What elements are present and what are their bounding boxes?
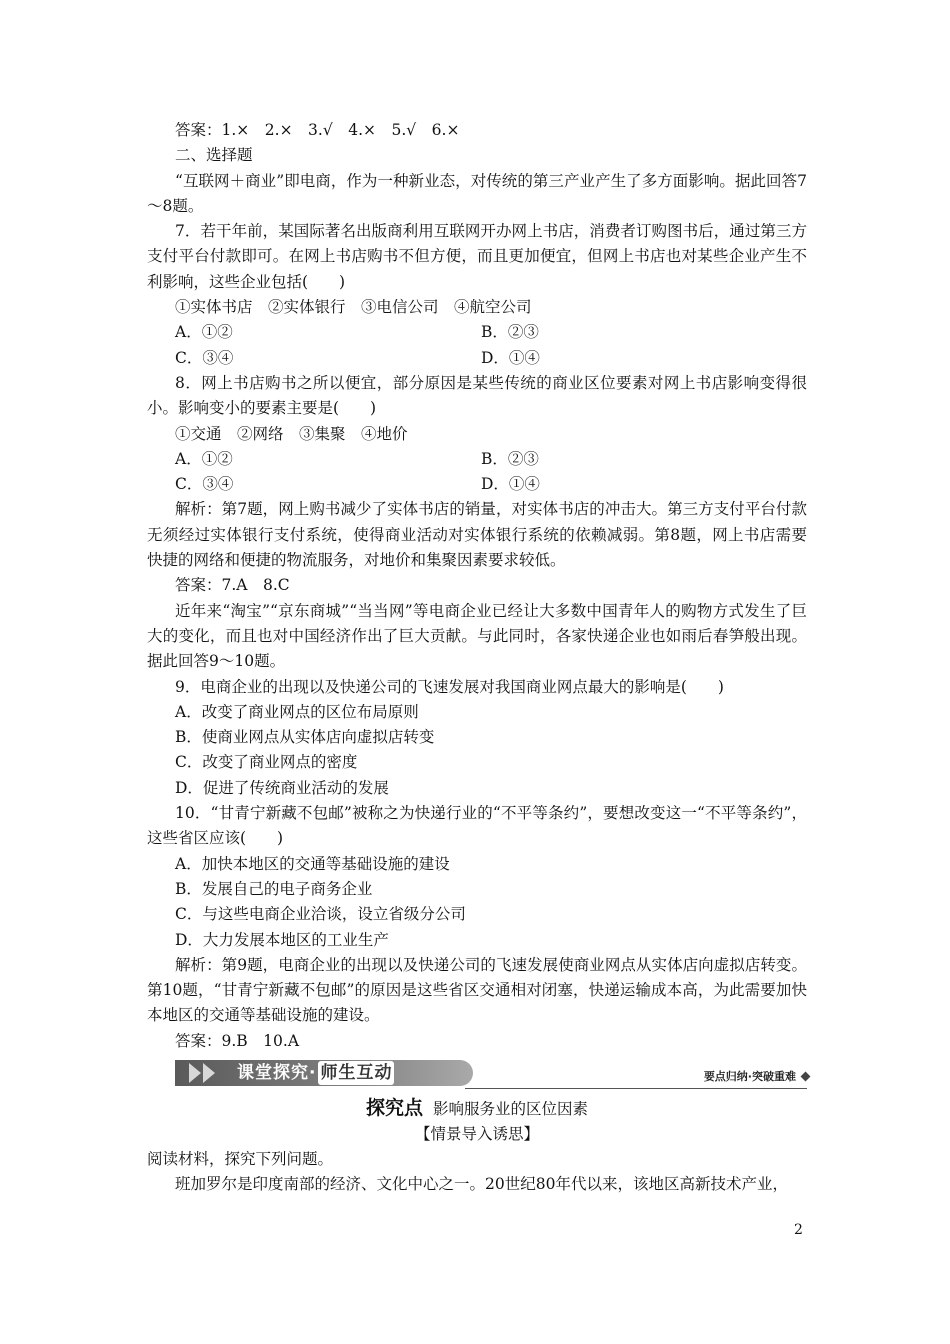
section-subheading: 【情景导入诱思】 bbox=[414, 1124, 539, 1143]
material-paragraph: “互联网＋商业”即电商，作为一种新业态，对传统的第三产业产生了多方面影响。据此回答7～8题。 bbox=[147, 171, 807, 215]
question-10-option-a: A．加快本地区的交通等基础设施的建设 bbox=[175, 854, 450, 873]
section-label: 探究点 bbox=[365, 1096, 423, 1119]
page-number: 2 bbox=[794, 1222, 803, 1238]
question-8: 8．网上书店购书之所以便宜，部分原因是某些传统的商业区位要素对网上书店影响变得很小。影响变小的要素主要是( ) bbox=[147, 373, 807, 418]
section-title: 影响服务业的区位因素 bbox=[433, 1099, 589, 1118]
question-10: 10．“甘青宁新藏不包邮”被称之为快递行业的“不平等条约”，要想改变这一“不平等条约”，这些省区应该( ) bbox=[147, 804, 807, 848]
diamond-icon bbox=[801, 1072, 811, 1082]
explanation-7-8: 解析：第7题，网上购书减少了实体书店的销量，对实体书店的冲击大。第三方支付平台付款无须经过实体银行支付系统，使得商业活动对实体银行系统的依赖减弱。第8题，网上书店需要快捷的网络和便捷的物流服务，对地价和集聚因素要求较低。 bbox=[147, 500, 807, 570]
banner-divider bbox=[465, 1088, 807, 1089]
option-b: B．②③ bbox=[481, 449, 539, 468]
section-intro: 阅读材料，探究下列问题。 bbox=[147, 1149, 334, 1168]
question-7: 7．若干年前，某国际著名出版商利用互联网开办网上书店，消费者订购图书后，通过第三方支付平台付款即可。在网上书店购书不但方便，而且更加便宜，但网上书店也对某些企业产生不利影响，这些企业包括( ) bbox=[147, 222, 807, 291]
chevron-right-icon bbox=[189, 1063, 201, 1083]
material-paragraph-2: 近年来“淘宝”“京东商城”“当当网”等电商企业已经让大多数中国青年人的购物方式发生了巨大的变化，而且也对中国经济作出了巨大贡献。与此同时，各家快递企业也如雨后春笋般出现。据此回答9～10题。 bbox=[147, 601, 807, 671]
question-7-options-row-2 bbox=[147, 346, 807, 371]
question-7-options-row-1 bbox=[147, 320, 807, 345]
chevron-right-icon bbox=[203, 1063, 215, 1083]
option-d: D．①④ bbox=[481, 475, 540, 494]
answer-line: 答案：1.× 2.× 3.√ 4.× 5.√ 6.× bbox=[175, 121, 460, 139]
option-d: D．①④ bbox=[481, 348, 540, 367]
question-9-option-c: C．改变了商业网点的密度 bbox=[175, 753, 358, 772]
question-9-option-b: B．使商业网点从实体店向虚拟店转变 bbox=[175, 728, 435, 747]
option-c: C．③④ bbox=[175, 475, 234, 494]
answer-7-8: 答案：7.A 8.C bbox=[175, 576, 290, 595]
explanation-9-10: 解析：第9题，电商企业的出现以及快递公司的飞速发展使商业网点从实体店向虚拟店转变。第10题，“甘青宁新藏不包邮”的原因是这些省区交通相对闭塞，快递运输成本高，为此需要加快本地区的交通等基础设施的建设。 bbox=[147, 955, 807, 1025]
question-8-items: ①交通 ②网络 ③集聚 ④地价 bbox=[175, 424, 408, 443]
banner-title bbox=[237, 1061, 394, 1085]
page-content bbox=[147, 118, 807, 1198]
banner-right-label bbox=[704, 1068, 809, 1084]
question-8-options-row-2 bbox=[147, 472, 807, 497]
section-heading: 二、选择题 bbox=[175, 146, 253, 165]
banner-title-text: 课堂探究· bbox=[237, 1062, 317, 1083]
banner-title-pill: 师生互动 bbox=[320, 1062, 393, 1083]
question-9: 9．电商企业的出现以及快递公司的飞速发展对我国商业网点最大的影响是( ) bbox=[175, 677, 724, 696]
option-a: A．①② bbox=[175, 323, 233, 342]
section-text: 班加罗尔是印度南部的经济、文化中心之一。20世纪80年代以来，该地区高新技术产业， bbox=[175, 1175, 788, 1194]
section-banner bbox=[175, 1058, 807, 1090]
question-9-option-d: D．促进了传统商业活动的发展 bbox=[175, 778, 389, 797]
banner-right-text: 要点归纳·突破重难 bbox=[703, 1069, 796, 1083]
option-a: A．①② bbox=[175, 449, 233, 468]
option-b: B．②③ bbox=[481, 323, 539, 342]
section-heading-2 bbox=[147, 1096, 807, 1122]
answer-9-10: 答案：9.B 10.A bbox=[175, 1031, 300, 1050]
question-10-option-d: D．大力发展本地区的工业生产 bbox=[175, 930, 389, 949]
question-10-option-c: C．与这些电商企业洽谈，设立省级分公司 bbox=[175, 905, 466, 924]
option-c: C．③④ bbox=[175, 348, 234, 367]
question-9-option-a: A．改变了商业网点的区位布局原则 bbox=[175, 702, 419, 721]
question-8-options-row-1 bbox=[147, 447, 807, 472]
question-7-items: ①实体书店 ②实体银行 ③电信公司 ④航空公司 bbox=[175, 298, 532, 317]
question-10-option-b: B．发展自己的电子商务企业 bbox=[175, 879, 373, 898]
